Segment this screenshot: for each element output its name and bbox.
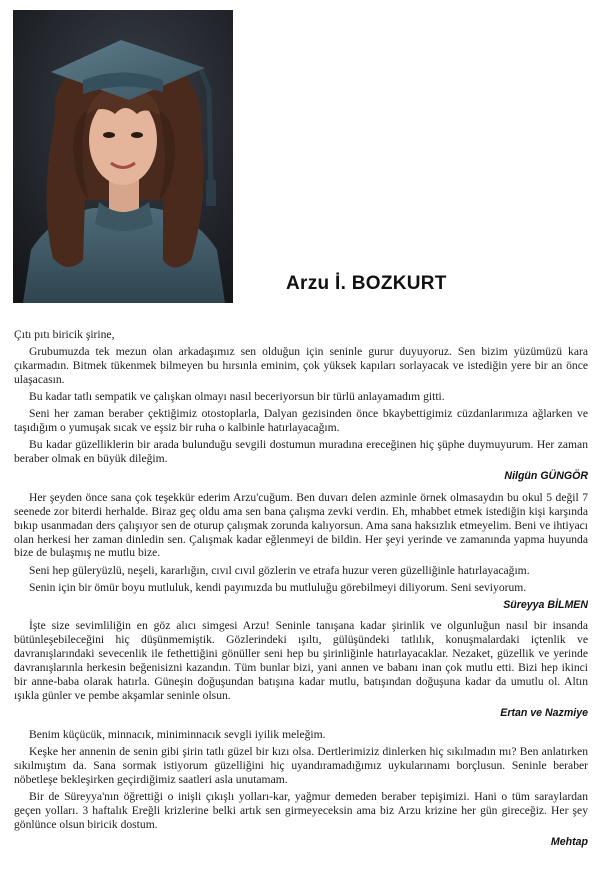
message-paragraph: Bu kadar tatlı sempatik ve çalışkan olmayı nasıl beceriyorsun bir türlü anlayamadım gitti. (29, 390, 445, 403)
message-paragraph: Bu kadar güzelliklerin bir arada bulunduğu sevgili dostumun muradına ereceğinen hiç şüphe duymuyurum. Her zaman beraber olmak en büyük dileğim. (14, 438, 588, 465)
message-block (14, 619, 588, 720)
signature: Ertan ve Nazmiye (500, 706, 588, 719)
message-paragraph: Seni hep güleryüzlü, neşeli, kararlığın, cıvıl cıvıl gözlerin ve etrafa huzur veren güzelliğinle hatırlayacağım. (29, 563, 530, 577)
message-paragraph: Bir de Süreyya'nın öğrettiği o inişli çıkışlı yolları-kar, yağmur demeden beraber tepişimizi. Hani o tüm saraylardan geçen yolları. 3 haftalık Ereğli krizlerine belki artık sen girmeyeceksin ama biz Arzu krizine her gün gireceğiz. Her şey gönlünce olsun biricik dostum. (14, 789, 588, 831)
message-block (14, 328, 588, 484)
message-block (14, 728, 588, 850)
message-paragraph: Keşke her annenin de senin gibi şirin tatlı güzel bir kızı olsa. Dertlerimiziz dinlerken hiç sıkılmadın mı? Ben anlatırken sıkılmıştım da. Sana sormak istiyorum güzelliğini hiç uyandıramadığımız uykularınamı borçlusun. Seninle beraber nöbetleşe bekleşirken geçirdiğimiz saatleri asla unutamam. (14, 744, 588, 786)
graduate-portrait-photo (13, 10, 233, 303)
message-paragraph: İşte size sevimliliğin en göz alıcı simgesi Arzu! Seninle tanışana kadar şirinlik ve olgunluğun nasıl bir insanda bütünleşebileceğini hiç düşünmemiştik. Gözlerindeki ışıltı, gülüşündeki tatlılık, konuşmalardaki içtenlik ve davranışlarındaki sevecenlik ile fethettiğini gönüller seni hep bu şirinliğinle hatırlayacaklar. Nezaket, güzellik ve yerinde davranışlarınla herkesin beğenisizni kazandın. Tüm bunlar bizi, yani annen ve babanı inan çok mutlu etti. Bizi hep ikinci bir anne-baba olarak hatırla. Güneşin doğuşundan batışına kadar mutlu, batışından doğuşuna kadar da umutlu ol. Altın ışıkla günler ve pembe akşamlar seninle olsun. (14, 619, 588, 702)
graduate-name: Arzu İ. BOZKURT (286, 273, 447, 294)
message-paragraph: Seni her zaman beraber çektiğimiz otostoplarla, Dalyan gezisinden önce bkaybettigimiz cüzdanlarımıza ağlarken ve taşıdığım o yumuşak sıcak ve eşsiz bir ruha o kalbinle hatırlayacağım. (14, 407, 588, 434)
messages-section (14, 328, 588, 856)
message-paragraph: Benim küçücük, minnacık, miniminnacık sevgli iyilik meleğim. (29, 727, 326, 741)
message-paragraph: Senin için bir ömür boyu mutluluk, kendi payımızda bu mutluluğu görebilmeyi diliyorum. Seni seviyorum. (29, 580, 527, 594)
message-paragraph: Çıtı pıtı biricik şirine, (14, 328, 115, 341)
signature: Mehtap (550, 835, 588, 848)
message-paragraph: Her şeyden önce sana çok teşekkür ederim Arzu'cuğum. Ben duvarı delen azminle örnek olmasaydın bu okul 5 değil 7 seenede zor biterdi herhalde. Biraz geç oldu ama sen bana çalışma zevki verdin. Eh, mhabbet etmek istediğin kişi karşında bıkıp usanmadan ders çalışıyor sen de oturup çalışmak zorunda kalıyorsun. Ama sana haksızlık etmeyelim. Beni ve ihtiyacı olan herkesi her zaman dinledin sen. Çalışmak kadar eğlenmeyi de bildin. Her şeyi yerinde ve zamanında yapma huyunda bize de bulaşmış ne mutlu bize. (14, 490, 588, 560)
signature: Nilgün GÜNGÖR (504, 469, 588, 482)
signature: Süreyya BİLMEN (503, 598, 588, 611)
message-paragraph: Grubumuzda tek mezun olan arkadaşımız sen olduğun için seninle gurur duyuyoruz. Sen bizim yüzümüzü kara çıkarmadın. Bitmek tükenmek bilmeyen bu hırsınla eminim, çok yüksek kapıları sorlayacak ve istediğin yere bir an önce ulaşacasın. (14, 345, 588, 386)
message-block (14, 491, 588, 613)
